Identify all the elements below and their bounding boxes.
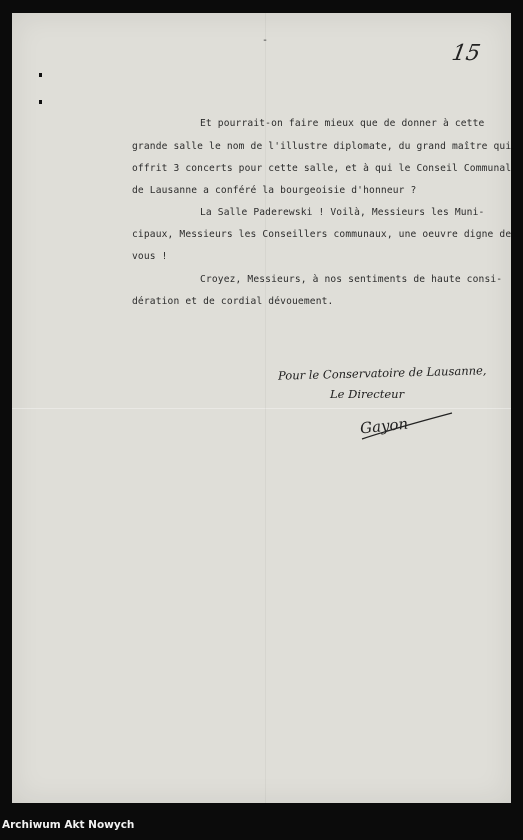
document-page — [12, 13, 511, 803]
signature-flourish-icon — [352, 409, 457, 445]
punch-hole-icon — [39, 73, 42, 77]
text-line: Croyez, Messieurs, à nos sentiments de haute consi- — [200, 274, 503, 285]
signature-title: Le Directeur — [330, 387, 405, 401]
archive-footer-label: Archiwum Akt Nowych — [2, 819, 135, 831]
signature-name: Gayon — [359, 414, 409, 438]
text-line: de Lausanne a conféré la bourgeoisie d'honneur ? — [132, 185, 417, 196]
text-line: La Salle Paderewski ! Voilà, Messieurs les Muni- — [200, 207, 485, 218]
top-mark: - — [262, 35, 269, 46]
signature-institution: Pour le Conservatoire de Lausanne, — [277, 363, 487, 383]
text-line: dération et de cordial dévouement. — [132, 296, 334, 307]
text-line: vous ! — [132, 251, 168, 262]
text-line: grande salle le nom de l'illustre diplomate, du grand maître qui — [132, 141, 512, 152]
page-number: 15 — [449, 41, 483, 66]
text-line: Et pourrait-on faire mieux que de donner à cette — [200, 118, 485, 129]
text-line: cipaux, Messieurs les Conseillers communaux, une oeuvre digne de — [132, 229, 512, 240]
punch-hole-icon — [39, 100, 42, 104]
text-line: offrit 3 concerts pour cette salle, et à qui le Conseil Communal — [132, 163, 512, 174]
paper-crease — [265, 13, 266, 803]
